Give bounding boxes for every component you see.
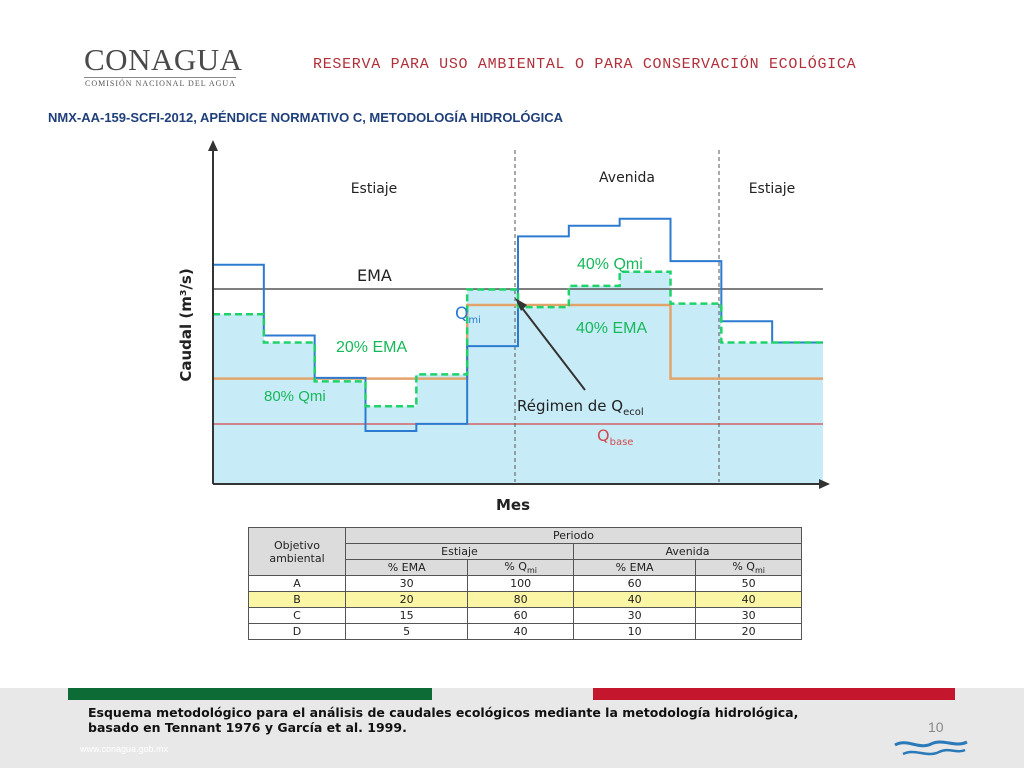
period-label-estiaje-1: Estiaje [350, 181, 398, 197]
period-label-avenida: Avenida [599, 170, 655, 186]
table-cell: 100 [468, 576, 574, 592]
header-estiaje: Estiaje [346, 544, 574, 560]
flag-bar-green [68, 688, 432, 700]
pct-ema-40-label: 40% EMA [576, 320, 648, 337]
table-cell: 60 [573, 576, 695, 592]
logo-tagline: COMISIÓN NACIONAL DEL AGUA [85, 79, 236, 88]
table-cell: 30 [573, 608, 695, 624]
table-row [249, 608, 802, 624]
table-row [249, 576, 802, 592]
table-cell: A [249, 576, 346, 592]
qbase-label-main: Q [597, 426, 610, 445]
table-cell: 10 [573, 624, 695, 640]
col-qmi-sub: mi [526, 566, 537, 576]
col-estiaje-qmi [468, 560, 574, 576]
table-row [249, 624, 802, 640]
col-avenida-ema: % EMA [573, 560, 695, 576]
table-cell: B [249, 592, 346, 608]
pct-qmi-40-label: 40% Qmi [577, 256, 643, 273]
header-objetivo [249, 528, 346, 576]
table-cell: D [249, 624, 346, 640]
header-objetivo-line1: Objetivo [273, 538, 321, 552]
table-cell: 40 [696, 592, 802, 608]
y-axis-arrow [208, 140, 218, 151]
slide-title: RESERVA PARA USO AMBIENTAL O PARA CONSERVACIÓN ECOLÓGICA [313, 56, 857, 73]
website-link[interactable]: www.conagua.gob.mx [80, 744, 169, 754]
objectives-table [248, 527, 802, 640]
col-qmi-main: % Q [504, 560, 527, 573]
header-periodo: Periodo [346, 528, 802, 544]
table-cell: 80 [468, 592, 574, 608]
logo-wordmark: CONAGUA [84, 42, 243, 77]
table-cell: 30 [696, 608, 802, 624]
qmi-label-sub: mi [468, 315, 481, 326]
table-cell: C [249, 608, 346, 624]
ema-label: EMA [357, 266, 392, 285]
col-qmi-sub: mi [754, 566, 765, 576]
table-cell: 15 [346, 608, 468, 624]
x-axis-arrow [819, 479, 830, 489]
col-estiaje-ema: % EMA [346, 560, 468, 576]
table-cell: 50 [696, 576, 802, 592]
table-cell: 5 [346, 624, 468, 640]
qmi-label-main: Q [455, 304, 469, 324]
table-row-highlighted [249, 592, 802, 608]
slide-subtitle: NMX-AA-159-SCFI-2012, APÉNDICE NORMATIVO C, METODOLOGÍA HIDROLÓGICA [48, 110, 563, 125]
table-cell: 40 [468, 624, 574, 640]
y-axis-label: Caudal (m³/s) [177, 268, 195, 382]
figure-caption: Esquema metodológico para el análisis de caudales ecológicos mediante la metodología hidrológica, basado en Tennant 1976 y García et al. 1999. [88, 705, 799, 735]
period-label-estiaje-2: Estiaje [748, 181, 796, 197]
table-cell: 20 [346, 592, 468, 608]
col-qmi-main: % Q [732, 560, 755, 573]
table-cell: 40 [573, 592, 695, 608]
flag-bar-red [593, 688, 955, 700]
table-cell: 60 [468, 608, 574, 624]
pct-qmi-80-label: 80% Qmi [264, 388, 326, 405]
table-cell: 20 [696, 624, 802, 640]
header-avenida: Avenida [573, 544, 801, 560]
table-cell: 30 [346, 576, 468, 592]
qecol-label-main: Régimen de Q [517, 397, 624, 415]
qbase-label-sub: base [609, 437, 634, 448]
qecol-label-sub: ecol [623, 407, 644, 418]
water-wave-icon [893, 736, 969, 762]
header-objetivo-line2: ambiental [269, 551, 325, 565]
page-number: 10 [928, 719, 944, 735]
x-axis-label: Mes [495, 496, 531, 514]
col-avenida-qmi [696, 560, 802, 576]
pct-ema-20-label: 20% EMA [336, 339, 408, 356]
